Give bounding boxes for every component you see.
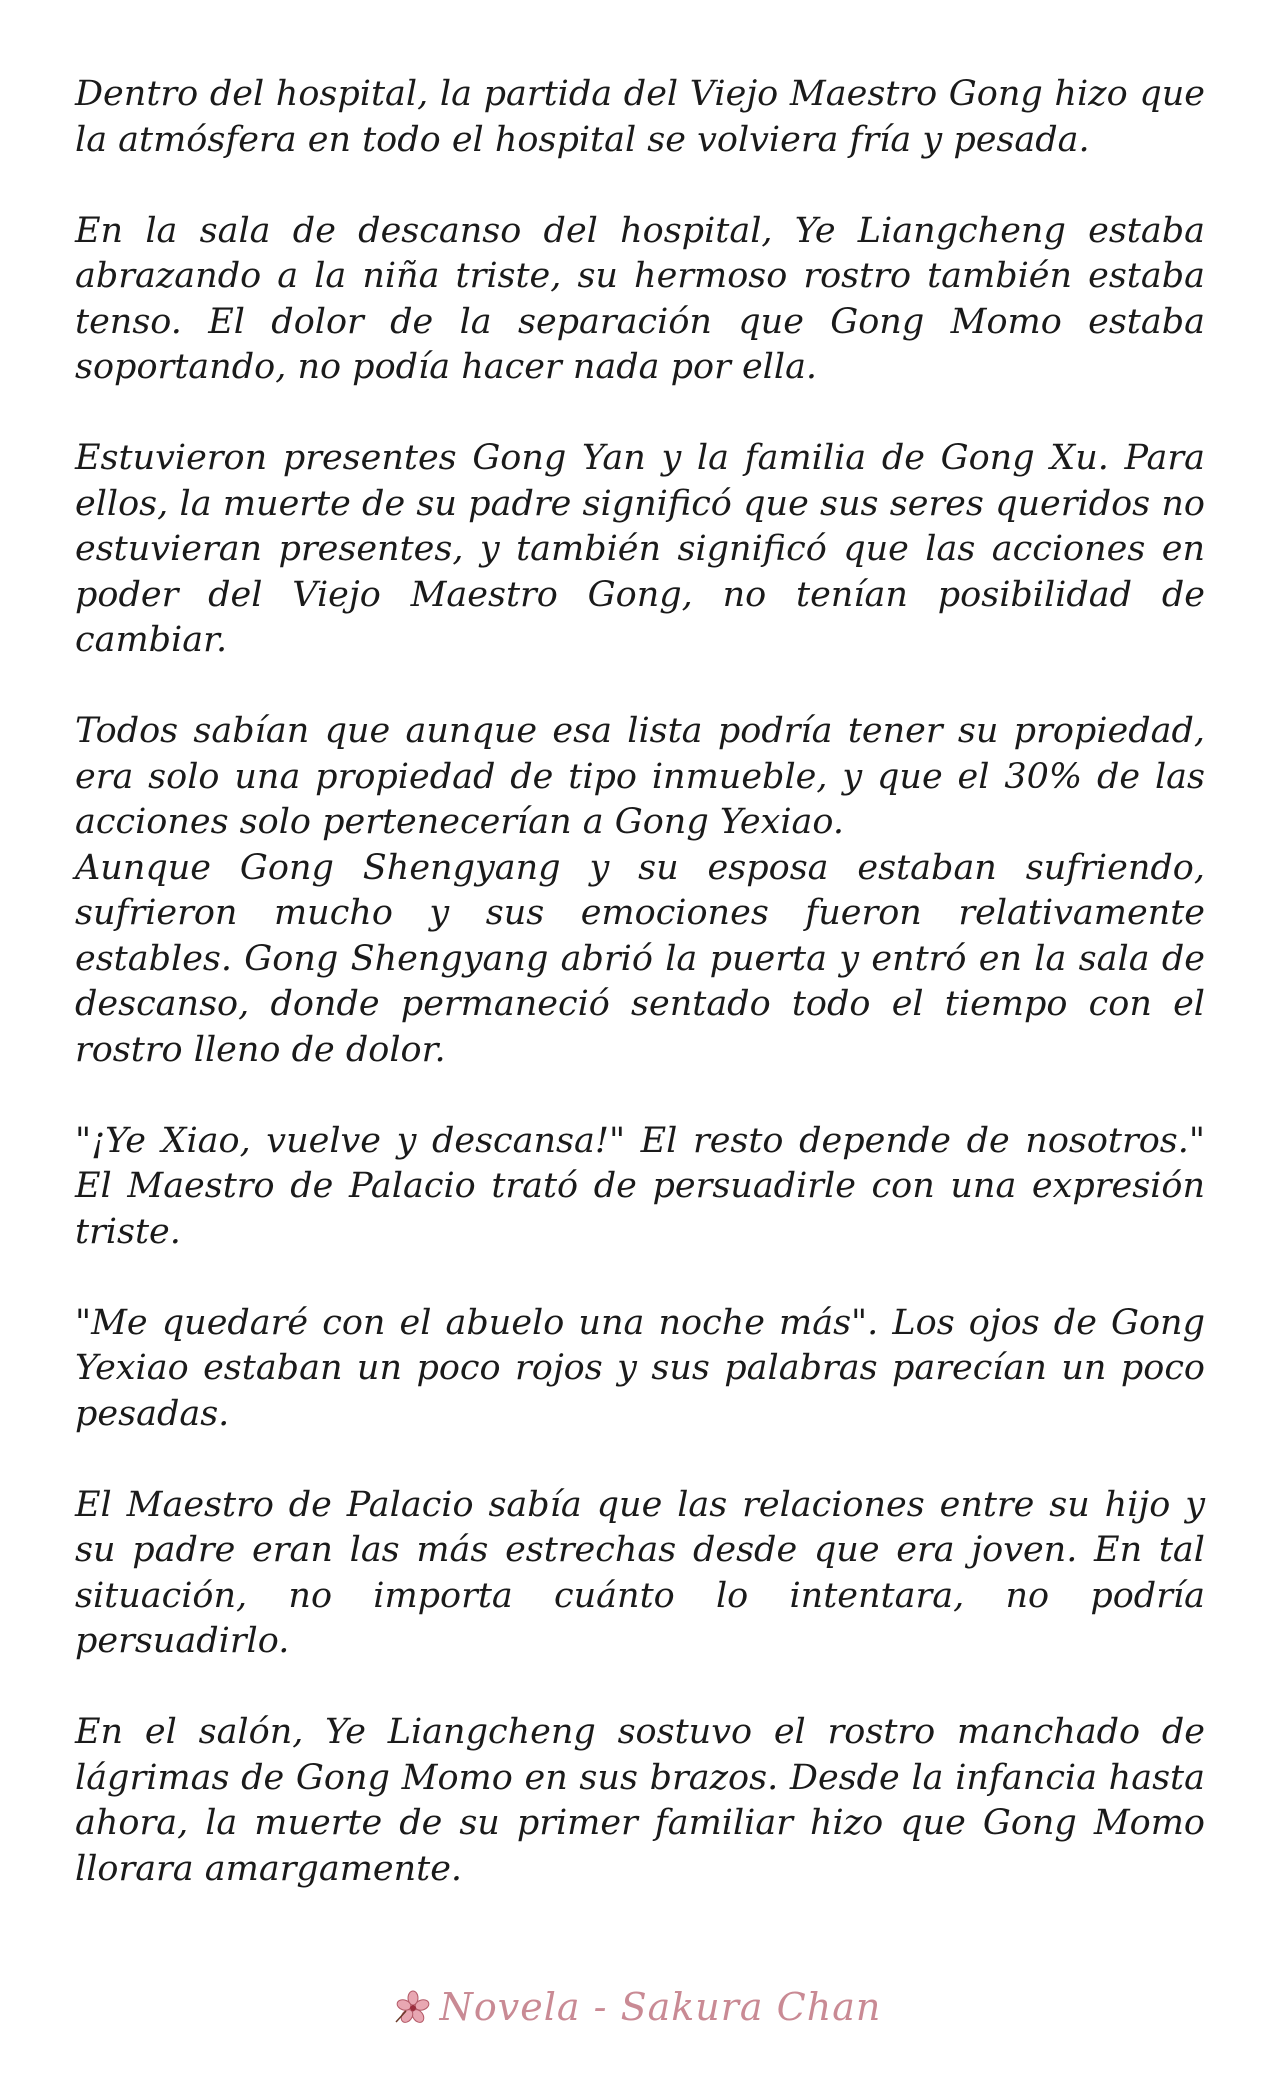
- paragraph: "¡Ye Xiao, vuelve y descansa!" El resto depende de nosotros." El Maestro de Palacio trató de persuadirle con una expresión triste.: [75, 1120, 1205, 1252]
- paragraph: Aunque Gong Shengyang y su esposa estaban sufriendo, sufrieron mucho y sus emociones fueron relativamente estables. Gong Shengyang abrió la puerta y entró en la sala de descanso, donde permaneció sentado todo el tiempo con el rostro lleno de dolor.: [75, 847, 1205, 1070]
- paragraph: En la sala de descanso del hospital, Ye Liangcheng estaba abrazando a la niña triste, su hermoso rostro también estaba tenso. El dolor de la separación que Gong Momo estaba soportando, no podía hacer nada por ella.: [75, 210, 1205, 387]
- paragraph: El Maestro de Palacio sabía que las relaciones entre su hijo y su padre eran las más estrechas desde que era joven. En tal situación, no importa cuánto lo intentara, no podría persuadirlo.: [75, 1484, 1205, 1661]
- watermark: [0, 1985, 1275, 2029]
- paragraph: Estuvieron presentes Gong Yan y la familia de Gong Xu. Para ellos, la muerte de su padre significó que sus seres queridos no estuvieran presentes, y también significó que las acciones en poder del Viejo Maestro Gong, no tenían posibilidad de cambiar.: [75, 438, 1205, 660]
- paragraph: Dentro del hospital, la partida del Viejo Maestro Gong hizo que la atmósfera en todo el hospital se volviera fría y pesada.: [75, 74, 1205, 160]
- paragraph: Todos sabían que aunque esa lista podría tener su propiedad, era solo una propiedad de tipo inmueble, y que el 30% de las acciones solo pertenecerían a Gong Yexiao.: [75, 711, 1205, 842]
- paragraph: "Me quedaré con el abuelo una noche más". Los ojos de Gong Yexiao estaban un poco rojos y sus palabras parecían un poco pesadas.: [75, 1302, 1205, 1434]
- watermark-text: Novela - Sakura Chan: [439, 1985, 882, 2029]
- document-body: [75, 72, 1205, 1938]
- paragraph: En el salón, Ye Liangcheng sostuvo el rostro manchado de lágrimas de Gong Momo en sus brazos. Desde la infancia hasta ahora, la muerte de su primer familiar hizo que Gong Momo llorara amargamente.: [75, 1712, 1205, 1889]
- sakura-flower-icon: [394, 1989, 432, 2025]
